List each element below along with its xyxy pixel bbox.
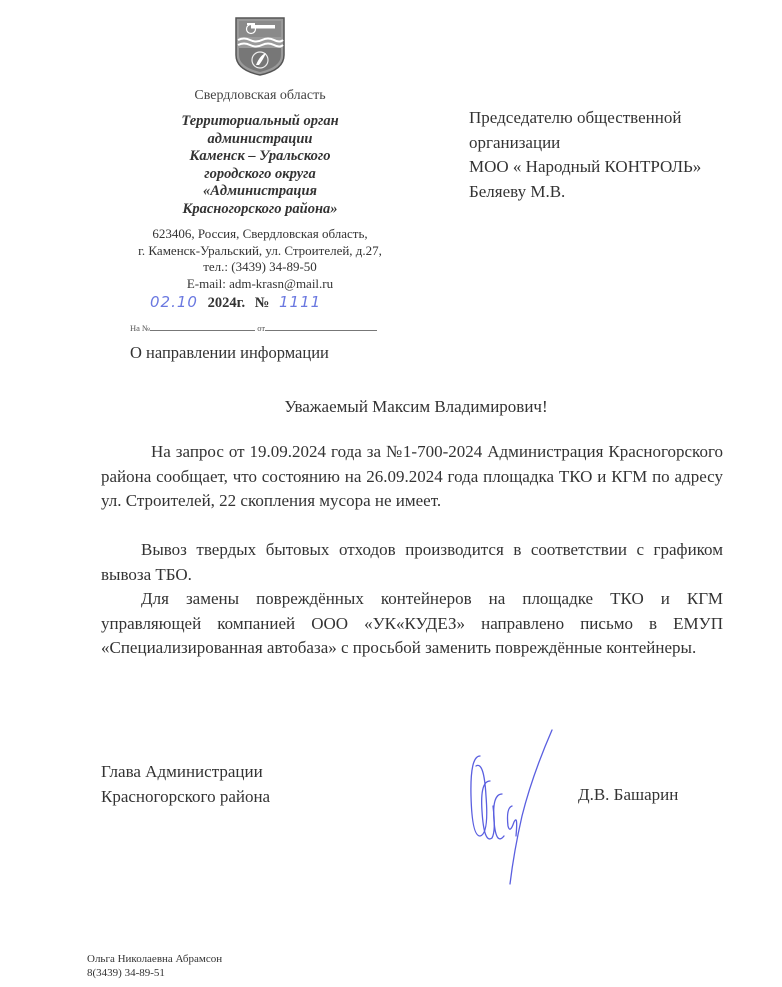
phone-line: тел.: (3439) 34-89-50	[203, 259, 317, 274]
org-address	[120, 226, 400, 292]
paragraph-text: Вывоз твердых бытовых отходов производится в соответствии с графиком вывоза ТБО.	[101, 540, 723, 584]
handwritten-number: 1111	[278, 293, 322, 311]
number-sign: №	[254, 295, 270, 311]
coat-of-arms-icon	[233, 15, 287, 77]
signer-title	[101, 760, 270, 809]
region-label: Свердловская область	[194, 88, 326, 103]
org-line: «Администрация	[202, 183, 318, 199]
body-paragraph	[101, 440, 723, 514]
ref-number-blank	[150, 322, 255, 331]
executor-phone: 8(3439) 34-89-51	[87, 966, 165, 979]
greeting: Уважаемый Максим Владимирович!	[284, 397, 548, 416]
recipient-line: Беляеву М.В.	[469, 181, 566, 201]
paragraph-text: На запрос от 19.09.2024 года за №1-700-2024 Администрация Красногорского района сообщает, что состоянию на 26.09.2024 года площадка ТКО и КГМ по адресу ул. Строителей, 22 скопления мусора не имеет.	[101, 442, 723, 510]
address-line: 623406, Россия, Свердловская область,	[152, 226, 368, 241]
recipient-line: организации	[469, 132, 561, 152]
handwritten-date: 02.10	[150, 293, 198, 311]
handwritten-signature-icon	[462, 726, 562, 886]
letterhead	[120, 88, 400, 292]
recipient-block	[469, 106, 701, 204]
organization-name	[120, 113, 400, 218]
recipient-line: Председателю общественной	[469, 108, 682, 127]
letter-subject: О направлении информации	[130, 343, 329, 362]
executor-info	[87, 953, 222, 980]
signer-name: Д.В. Башарин	[578, 785, 679, 804]
email-line: E-mail: adm-krasn@mail.ru	[186, 275, 334, 291]
body-paragraph	[101, 538, 723, 587]
executor-name: Ольга Николаевна Абрамсон	[87, 953, 223, 965]
reference-line	[130, 322, 377, 333]
outgoing-date-number	[150, 293, 390, 312]
paragraph-text: Для замены повреждённых контейнеров на площадке ТКО и КГМ управляющей компанией ООО «УК«КУДЕЗ» направлено письмо в ЕМУП «Специализированная автобаза» с просьбой заменить повреждённые контейнеры.	[101, 589, 723, 657]
org-line: Красногорского района»	[182, 200, 338, 217]
body-paragraph	[101, 587, 723, 661]
ref-prefix: На №	[130, 323, 151, 333]
signer-title-line: Глава Администрации	[101, 762, 263, 781]
org-line: городского округа	[204, 165, 316, 182]
ref-from: от	[257, 323, 266, 333]
address-line: г. Каменск-Уральский, ул. Строителей, д.27,	[138, 242, 382, 258]
org-line: Территориальный орган	[181, 113, 339, 129]
recipient-line: МОО « Народный КОНТРОЛЬ»	[469, 157, 702, 176]
signer-title-line: Красногорского района	[101, 786, 271, 806]
org-line: администрации	[207, 130, 313, 147]
year-label: 2024г.	[207, 295, 246, 311]
org-line: Каменск – Уральского	[189, 148, 331, 164]
ref-date-blank	[265, 322, 377, 331]
